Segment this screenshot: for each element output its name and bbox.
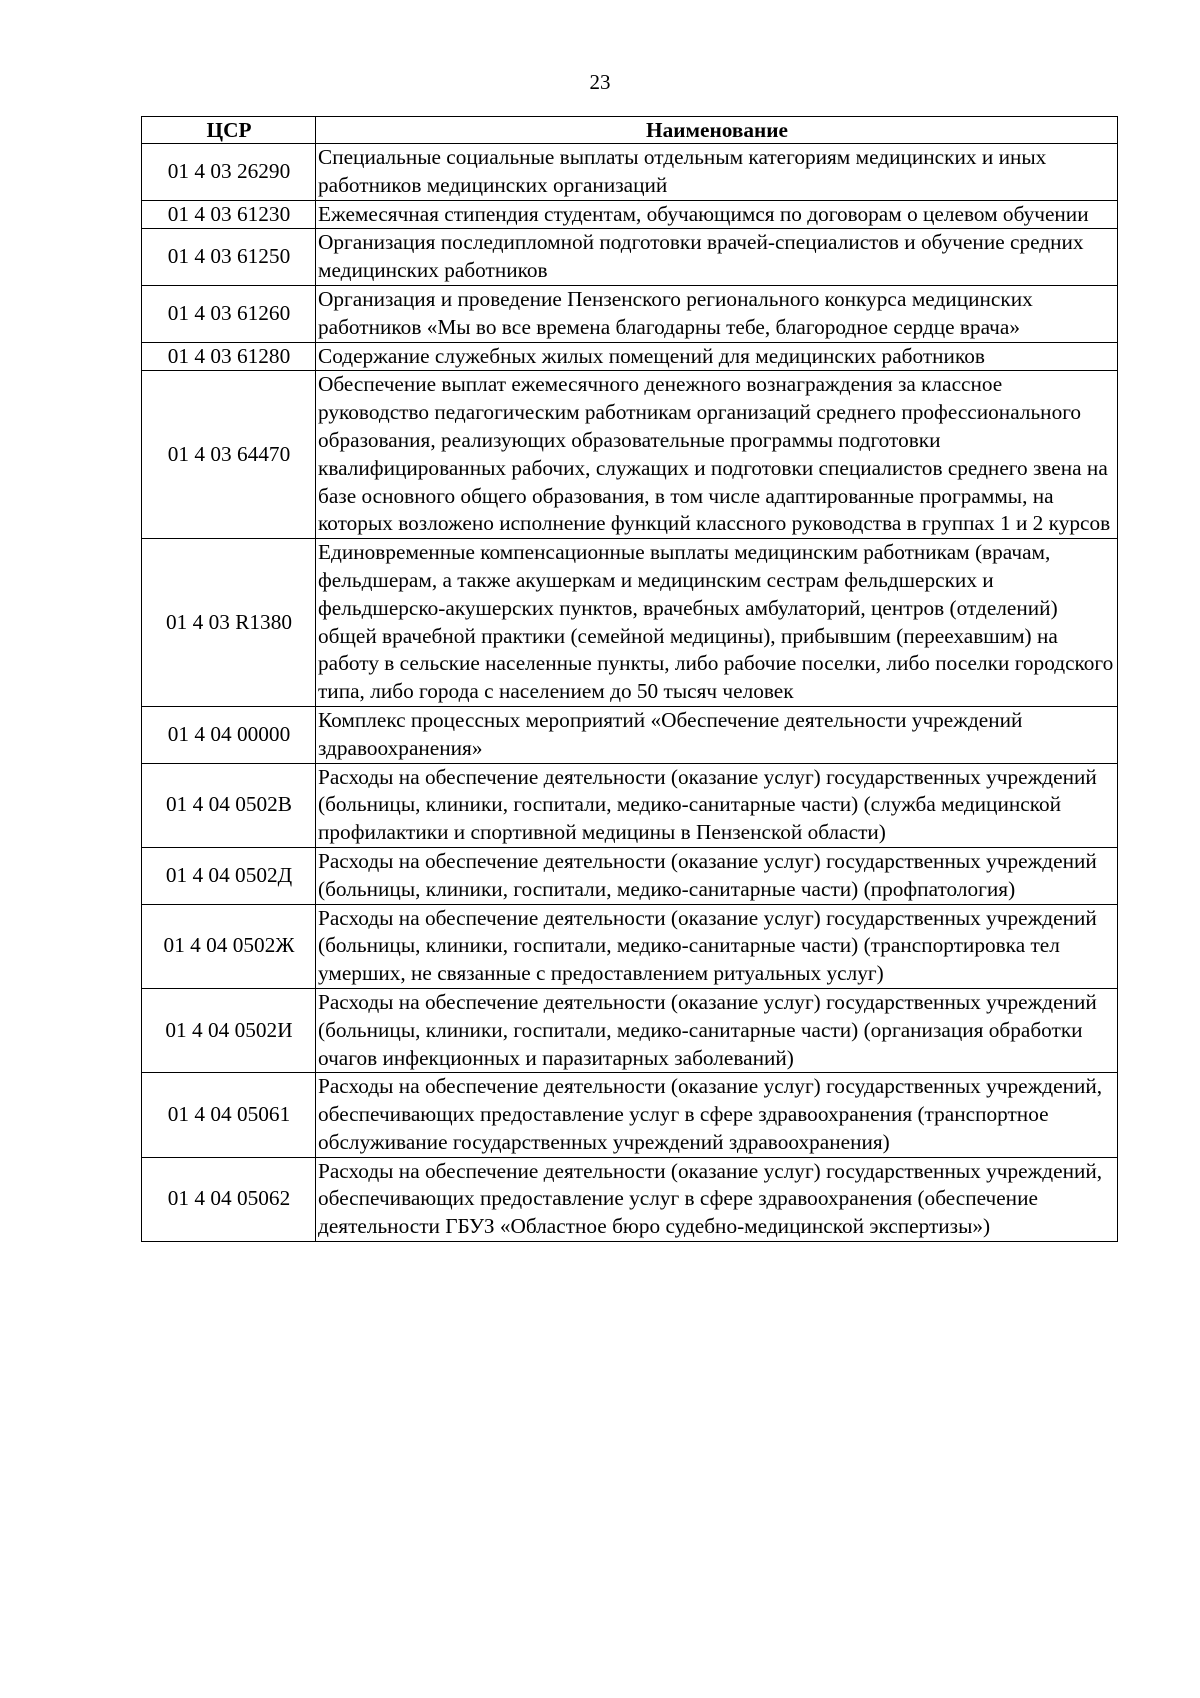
row-code: 01 4 04 0502В bbox=[142, 763, 316, 847]
row-code: 01 4 04 05062 bbox=[142, 1157, 316, 1241]
row-name: Обеспечение выплат ежемесячного денежного вознаграждения за классное руководство педагогическим работникам организаций среднего профессионального образования, реализующих образовательные программы подготовки квалифицированных рабочих, служащих и подготовки специалистов среднего звена на базе основного общего образования, в том числе адаптированные программы, на которых возложено исполнение функций классного руководства в группах 1 и 2 курсов bbox=[316, 371, 1118, 539]
row-name: Расходы на обеспечение деятельности (оказание услуг) государственных учреждений, обеспечивающих предоставление услуг в сфере здравоохранения (транспортное обслуживание государственных учреждений здравоохранения) bbox=[316, 1073, 1118, 1157]
page-number: 23 bbox=[589, 70, 611, 94]
row-name: Расходы на обеспечение деятельности (оказание услуг) государственных учреждений (больницы, клиники, госпитали, медико-санитарные части) (организация обработки очагов инфекционных и паразитарных заболеваний) bbox=[316, 988, 1118, 1072]
row-code: 01 4 03 61280 bbox=[142, 342, 316, 371]
row-code: 01 4 04 05061 bbox=[142, 1073, 316, 1157]
header-name: Наименование bbox=[316, 117, 1118, 144]
row-name: Расходы на обеспечение деятельности (оказание услуг) государственных учреждений (больницы, клиники, госпитали, медико-санитарные части) (профпатология) bbox=[316, 847, 1118, 904]
row-code: 01 4 03 R1380 bbox=[142, 539, 316, 707]
row-name: Расходы на обеспечение деятельности (оказание услуг) государственных учреждений (больницы, клиники, госпитали, медико-санитарные части) (служба медицинской профилактики и спортивной медицины в Пензенской области) bbox=[316, 763, 1118, 847]
table-row bbox=[142, 1073, 1118, 1157]
table-row bbox=[142, 285, 1118, 342]
table-row bbox=[142, 847, 1118, 904]
row-name: Расходы на обеспечение деятельности (оказание услуг) государственных учреждений, обеспечивающих предоставление услуг в сфере здравоохранения (обеспечение деятельности ГБУЗ «Областное бюро судебно-медицинской экспертизы») bbox=[316, 1157, 1118, 1241]
row-code: 01 4 03 61230 bbox=[142, 200, 316, 229]
row-code: 01 4 04 00000 bbox=[142, 706, 316, 763]
row-name: Содержание служебных жилых помещений для медицинских работников bbox=[316, 342, 1118, 371]
row-name: Организация последипломной подготовки врачей-специалистов и обучение средних медицинских работников bbox=[316, 229, 1118, 286]
table-row bbox=[142, 763, 1118, 847]
row-name: Единовременные компенсационные выплаты медицинским работникам (врачам, фельдшерам, а также акушеркам и медицинским сестрам фельдшерских и фельдшерско-акушерских пунктов, врачебных амбулаторий, центров (отделений) общей врачебной практики (семейной медицины), прибывшим (переехавшим) на работу в сельские населенные пункты, либо рабочие поселки, либо поселки городского типа, либо города с населением до 50 тысяч человек bbox=[316, 539, 1118, 707]
header-code: ЦСР bbox=[142, 117, 316, 144]
table-row bbox=[142, 1157, 1118, 1241]
row-name: Ежемесячная стипендия студентам, обучающимся по договорам о целевом обучении bbox=[316, 200, 1118, 229]
row-name: Специальные социальные выплаты отдельным категориям медицинских и иных работников медицинских организаций bbox=[316, 144, 1118, 201]
row-name: Расходы на обеспечение деятельности (оказание услуг) государственных учреждений (больницы, клиники, госпитали, медико-санитарные части) (транспортировка тел умерших, не связанные с предоставлением ритуальных услуг) bbox=[316, 904, 1118, 988]
table-row bbox=[142, 144, 1118, 201]
row-code: 01 4 04 0502И bbox=[142, 988, 316, 1072]
row-code: 01 4 03 61260 bbox=[142, 285, 316, 342]
table-row bbox=[142, 229, 1118, 286]
table-row bbox=[142, 371, 1118, 539]
table-row bbox=[142, 200, 1118, 229]
row-name: Комплекс процессных мероприятий «Обеспечение деятельности учреждений здравоохранения» bbox=[316, 706, 1118, 763]
row-code: 01 4 03 61250 bbox=[142, 229, 316, 286]
table-row bbox=[142, 539, 1118, 707]
row-code: 01 4 03 26290 bbox=[142, 144, 316, 201]
row-code: 01 4 04 0502Д bbox=[142, 847, 316, 904]
row-name: Организация и проведение Пензенского регионального конкурса медицинских работников «Мы во все времена благодарны тебе, благородное сердце врача» bbox=[316, 285, 1118, 342]
table-row bbox=[142, 988, 1118, 1072]
table-row bbox=[142, 342, 1118, 371]
row-code: 01 4 03 64470 bbox=[142, 371, 316, 539]
table-header-row bbox=[142, 117, 1118, 144]
table-row bbox=[142, 904, 1118, 988]
table-row bbox=[142, 706, 1118, 763]
row-code: 01 4 04 0502Ж bbox=[142, 904, 316, 988]
budget-codes-table bbox=[141, 116, 1118, 1242]
